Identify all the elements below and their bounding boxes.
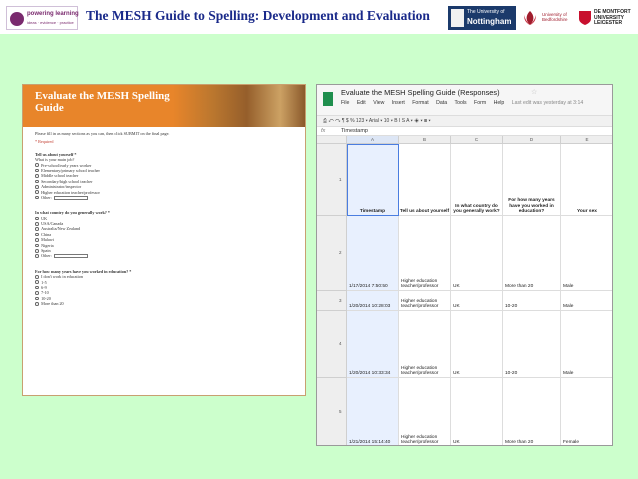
sheet-menubar [341,100,589,106]
radio-button[interactable] [35,254,39,258]
radio-button[interactable] [35,196,39,200]
bedfordshire-logo [520,6,572,30]
table-cell[interactable]: Higher education teacher/professor [399,291,451,311]
section-heading: Tell us about yourself * [35,151,77,157]
radio-button[interactable] [35,227,39,231]
logo-text: powering learning [27,11,79,17]
logo-tagline: ideas · evidence · practice [27,20,74,25]
slide-header [0,0,638,34]
header-cell[interactable]: Your sex [561,144,613,216]
table-cell[interactable]: 1/20/2014 10:28:03 [347,291,399,311]
column-header-c[interactable]: C [451,136,503,144]
radio-button[interactable] [35,297,39,301]
sheet-titlebar [317,85,613,115]
table-cell[interactable]: Higher education teacher/professor [399,378,451,446]
menu-item-insert[interactable]: Insert [391,100,405,106]
radio-button[interactable] [35,233,39,237]
spreadsheet-screenshot [316,84,613,446]
radio-button[interactable] [35,280,39,284]
other-text-field[interactable] [54,196,88,200]
sheets-icon[interactable] [323,92,333,106]
column-header-e[interactable]: E [561,136,613,144]
option-label: 6-9 [41,284,47,290]
option-label: China [41,231,52,237]
header-cell[interactable]: For how many years have you worked in education? [503,144,561,216]
option-label: Middle school teacher [41,173,79,179]
table-cell[interactable]: UK [451,378,503,446]
nottingham-logo [448,6,516,30]
radio-button[interactable] [35,185,39,189]
table-cell[interactable]: UK [451,216,503,291]
option-label: 1-5 [41,279,47,285]
row-header[interactable]: 4 [317,311,347,378]
radio-button[interactable] [35,222,39,226]
header-cell[interactable]: Tell us about yourself [399,144,451,216]
other-text-field[interactable] [54,254,88,258]
table-cell[interactable]: UK [451,291,503,311]
form-banner [23,85,306,127]
radio-button[interactable] [35,163,39,167]
required-note: * Required [35,139,54,145]
table-cell[interactable]: UK [451,311,503,378]
table-cell[interactable]: 1/21/2014 15:14:40 [347,378,399,446]
logo-text: The University of [467,9,505,15]
column-header-a[interactable]: A [347,136,399,144]
de-montfort-logo [576,6,632,30]
option-label: Elementary/primary school teacher [41,167,100,173]
logo-text: University of Bedfordshire [542,12,568,22]
menu-item-form[interactable]: Form [474,100,487,106]
sheet-toolbar[interactable]: ⎙ ↶ ↷ ¶ $ % 123 ▾ Arial ▾ 10 ▾ B I S A ▾ ◈ ▾ ⊞ ▾ [317,115,613,127]
table-cell[interactable]: 1/17/2014 7:50:50 [347,216,399,291]
radio-button[interactable] [35,244,39,248]
tulip-icon [522,9,538,27]
row-header[interactable]: 5 [317,378,347,446]
column-header-d[interactable]: D [503,136,561,144]
radio-button[interactable] [35,238,39,242]
table-cell[interactable]: Male [561,291,613,311]
option-label: 7-10 [41,290,49,296]
formula-input[interactable]: Timestamp [341,128,368,134]
option-label: Nigeria [41,242,54,248]
header-cell[interactable]: In what country do you generally work? [451,144,503,216]
menu-item-tools[interactable]: Tools [454,100,467,106]
fx-icon: fx [321,128,326,134]
table-cell[interactable]: Male [561,311,613,378]
table-cell[interactable]: Female [561,378,613,446]
table-cell[interactable]: More than 20 [503,216,561,291]
option-label: USA/Canada [41,221,64,227]
option-label: Other: [41,253,52,259]
question-label: For how many years have you worked in education? * [35,268,132,274]
form-body [35,131,299,307]
radio-button[interactable] [35,286,39,290]
table-cell[interactable]: 10-20 [503,291,561,311]
option-label: Malawi [41,237,54,243]
menu-item-data[interactable]: Data [436,100,448,106]
radio-button[interactable] [35,174,39,178]
radio-button[interactable] [35,302,39,306]
slide-title: The MESH Guide to Spelling: Development and Evaluation [86,8,430,23]
option-label: Higher education teacher/professor [41,189,100,195]
form-intro: Please fill in as many sections as you can, then click SUBMIT on the final page. [35,131,170,136]
radio-option[interactable] [35,301,299,306]
radio-button[interactable] [35,217,39,221]
radio-button[interactable] [35,275,39,279]
last-edit-note[interactable]: Last edit was yesterday at 3:14 [511,100,584,106]
menu-item-help[interactable]: Help [493,100,505,106]
sheet-grid [317,136,613,446]
option-label: More than 20 [41,301,64,307]
question-label: What is your main job? [35,157,75,163]
column-header-b[interactable]: B [399,136,451,144]
radio-button[interactable] [35,180,39,184]
powering-learning-logo [6,6,78,30]
row-header[interactable]: 2 [317,216,347,291]
corner-cell[interactable] [317,136,347,144]
table-cell[interactable]: 10-20 [503,311,561,378]
header-cell[interactable]: Timestamp [347,144,399,216]
table-cell[interactable]: Higher education teacher/professor [399,311,451,378]
radio-button[interactable] [35,249,39,253]
crest-icon [451,9,464,27]
option-label: I don't work in education [41,274,84,280]
form-title: Evaluate the MESH Spelling Guide [35,90,170,114]
logo-text: DE MONTFORT UNIVERSITY LEICESTER [594,9,631,26]
menu-item-file[interactable]: File [341,100,350,106]
shield-icon [578,10,592,26]
menu-item-format[interactable]: Format [412,100,429,106]
option-label: Administrator/inspector [41,184,82,190]
logo-text: Nottingham [467,17,512,26]
question-label: In what country do you generally work? * [35,210,111,216]
table-cell[interactable]: Higher education teacher/professor [399,216,451,291]
option-label: Pre-school/early years worker [41,162,92,168]
option-label: Spain [41,248,51,254]
row-header[interactable]: 1 [317,144,347,216]
radio-button[interactable] [35,190,39,194]
star-icon[interactable]: ☆ [531,89,538,96]
logo-circle-icon [10,12,24,26]
sheet-title[interactable]: Evaluate the MESH Spelling Guide (Responses) [341,88,500,97]
radio-button[interactable] [35,291,39,295]
option-label: Other: [41,194,52,200]
option-label: 10-20 [41,295,51,301]
table-cell[interactable]: More than 20 [503,378,561,446]
option-label: UK [41,215,48,221]
option-label: Australia/New Zealand [41,226,81,232]
formula-bar [317,127,613,136]
menu-item-view[interactable]: View [373,100,385,106]
option-label: Secondary/high school teacher [41,178,93,184]
table-cell[interactable]: 1/20/2014 10:33:34 [347,311,399,378]
books-image [173,85,306,127]
table-cell[interactable]: Male [561,216,613,291]
radio-button[interactable] [35,169,39,173]
row-header[interactable]: 3 [317,291,347,311]
form-screenshot [22,84,306,396]
menu-item-edit[interactable]: Edit [356,100,366,106]
